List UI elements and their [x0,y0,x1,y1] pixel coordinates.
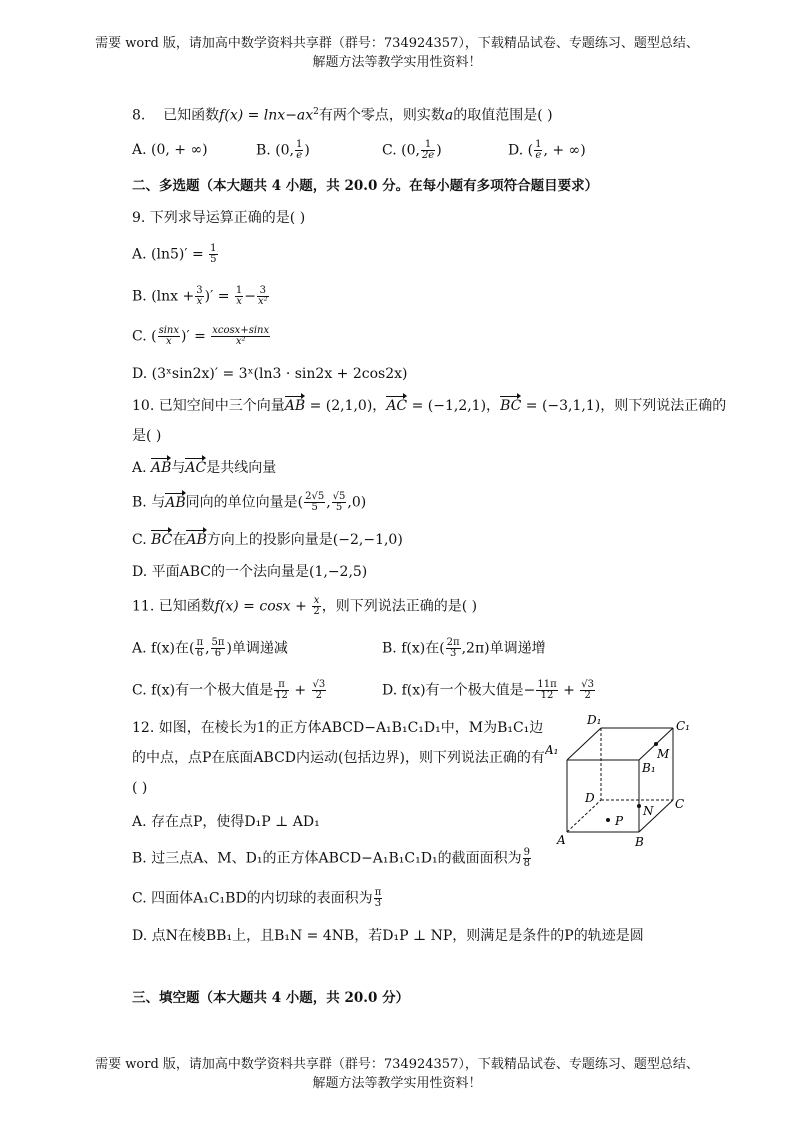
q9-option-a: A. (ln5)′ = $\frac{1}{5}$ [132,243,217,265]
q12-option-d: D. 点N在棱BB₁上，且B₁N = 4NB，若D₁P ⊥ NP，则满足是条件的P的轨迹是圆 [132,928,644,944]
point-m [654,742,658,746]
header-line-2: 解题方法等教学实用性资料！ [312,55,482,70]
label-d1: D₁ [587,713,602,727]
label-c1: C₁ [676,719,690,733]
label-m: M [657,747,670,761]
q9-option-b: B. (lnx + $\frac{3}{x}$ )′ = $\frac{1}{x}$ − $\frac{3}{\text{x²}}$ [132,285,268,307]
point-p [606,818,610,822]
page-header [60,34,734,72]
q8-option-c: C. (0, $\frac{1}{2e}$ ) [382,139,442,161]
q12-stem-line-3: ( ) [132,780,148,796]
label-a: A [557,833,566,847]
q12-option-c: C. 四面体A₁C₁BD的内切球的表面积为 $\frac{\pi}{3}$ [132,887,382,909]
footer-line-1: 需要 word 版，请加高中数学资料共享群（群号：734924357），下载精品试卷、专题练习、题型总结、 [95,1057,699,1072]
q9-option-d: D. (3ˣsin2x)′ = 3ˣ(ln3 · sin2x + 2cos2x) [132,366,408,382]
section-2-heading: 二、多选题（本大题共 4 小题，共 20.0 分。在每小题有多项符合题目要求） [132,178,599,194]
page-footer [60,1055,734,1093]
q10-option-a: A. AB与AC是共线向量 [132,460,277,476]
q12-stem-line-2: 的中点，点P在底面ABCD内运动(包括边界)，则下列说法正确的有 [132,750,545,766]
q9-option-c: C. ( $\frac{\sin x}{x}$ )′ = $\frac{xcosx+\sin x}{\text{x²}}$ [132,325,270,347]
q11-option-c: C. f(x)有一个极大值是 $\frac{\pi}{12}$ + $\frac{√3}{2}$ [132,679,326,701]
q11-option-b: B. f(x)在( $\frac{2\pi}{3}$ ,2π)单调递增 [382,637,546,659]
label-c: C [675,797,685,811]
label-n: N [643,804,654,818]
q9-stem: 9. 下列求导运算正确的是( ) [132,210,306,226]
q12-option-b: B. 过三点A、M、D₁的正方体ABCD−A₁B₁C₁D₁的截面面积为 $\frac{9}{8}$ [132,847,530,869]
q10-option-b: B. 与AB同向的单位向量是( $\frac{2√5}{5}$ , $\frac{√5}{5}$ ,0) [132,491,367,513]
header-line-1: 需要 word 版，请加高中数学资料共享群（群号：734924357），下载精品试卷、专题练习、题型总结、 [95,36,699,51]
q8-option-a: A. (0, + ∞) [132,142,208,158]
q10-stem: 10. 已知空间中三个向量AB = (2,1,0)，AC = (−1,2,1)，BC = (−3,1,1)，则下列说法正确的 [132,398,727,414]
label-p: P [615,814,624,828]
q10-option-d: D. 平面ABC的一个法向量是(1,−2,5) [132,564,368,580]
section-3-heading: 三、填空题（本大题共 4 小题，共 20.0 分） [132,990,410,1006]
q10-option-c: C. BC在AB方向上的投影向量是(−2,−1,0) [132,532,403,548]
q10-stem-cont: 是( ) [132,428,162,444]
q8-option-d: D. ( $\frac{1}{e}$ , + ∞) [508,139,586,161]
point-n [637,804,641,808]
label-b1: B₁ [642,761,656,775]
footer-line-2: 解题方法等教学实用性资料！ [312,1076,482,1091]
q11-option-d: D. f(x)有一个极大值是− $\frac{11\pi}{12}$ + $\frac{√3}{2}$ [382,679,595,701]
cube-figure [545,712,705,852]
q8-stem: 8. 已知函数$f(x) = \ln x-ax^2$有两个零点，则实数a的取值范围是( ) [132,107,553,124]
label-a1: A₁ [545,743,559,757]
q8-option-b: B. (0, $\frac{1}{e}$ ) [256,139,310,161]
label-b: B [635,835,644,849]
q12-stem-line-1: 12. 如图，在棱长为1的正方体ABCD−A₁B₁C₁D₁中，M为B₁C₁边 [132,720,544,736]
q12-option-a: A. 存在点P，使得D₁P ⊥ AD₁ [132,814,320,830]
label-d: D [585,791,595,805]
q11-option-a: A. f(x)在( $\frac{\pi}{6}$ , $\frac{5\pi}{6}$ )单调递减 [132,637,288,659]
q11-stem: 11. 已知函数f(x) = cosx + $\frac{x}{2}$ ，则下列说法正确的是( ) [132,595,478,617]
